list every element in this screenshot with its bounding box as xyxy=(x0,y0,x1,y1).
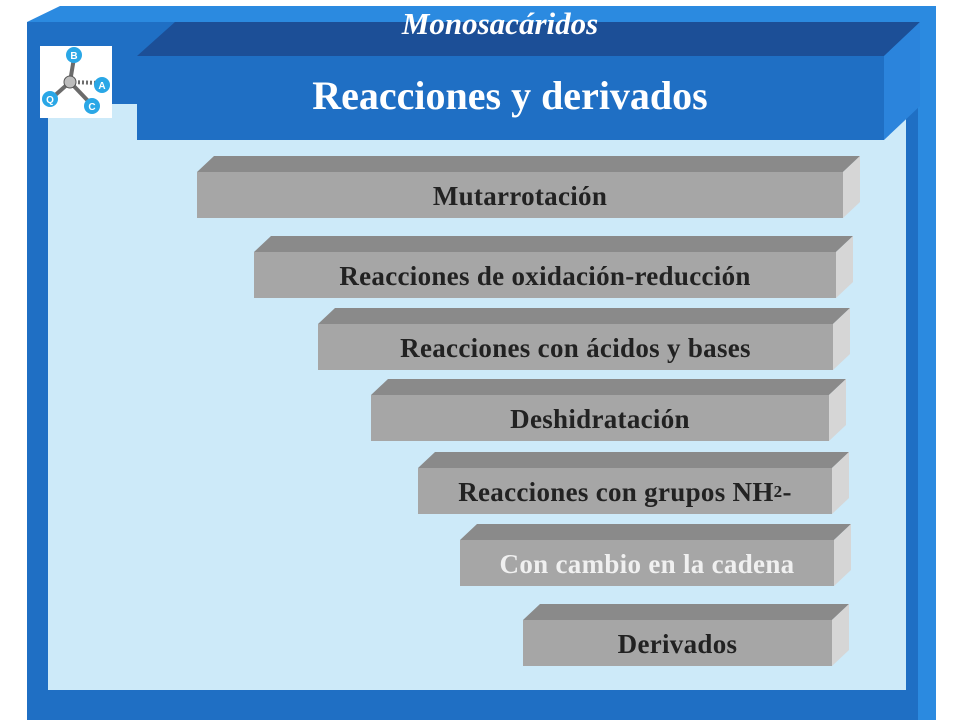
frame-right-edge xyxy=(918,6,936,720)
logo-letter-a: A xyxy=(98,81,106,92)
logo-letter-c: C xyxy=(88,102,96,113)
item-cambio-cadena[interactable]: Con cambio en la cadena xyxy=(499,548,795,579)
item-oxidacion-reduccion[interactable]: Reacciones de oxidación-reducción xyxy=(339,260,751,291)
header-subtitle: Monosacáridos xyxy=(401,6,599,41)
item-derivados[interactable]: Derivados xyxy=(617,628,738,659)
logo xyxy=(40,46,112,118)
item-grupos-nh2-tail: - xyxy=(782,476,792,507)
item-acidos-bases[interactable]: Reacciones con ácidos y bases xyxy=(400,332,751,363)
logo-letter-b: B xyxy=(70,51,78,62)
item-grupos-nh2[interactable]: Reacciones con grupos NH 2 - xyxy=(458,476,792,507)
item-deshidratacion[interactable]: Deshidratación xyxy=(510,403,690,434)
page-title: Reacciones y derivados xyxy=(312,73,708,118)
item-grupos-nh2-text: Reacciones con grupos NH xyxy=(458,476,774,507)
item-mutarrotacion[interactable]: Mutarrotación xyxy=(432,180,608,211)
logo-letter-q: Q xyxy=(46,95,54,106)
